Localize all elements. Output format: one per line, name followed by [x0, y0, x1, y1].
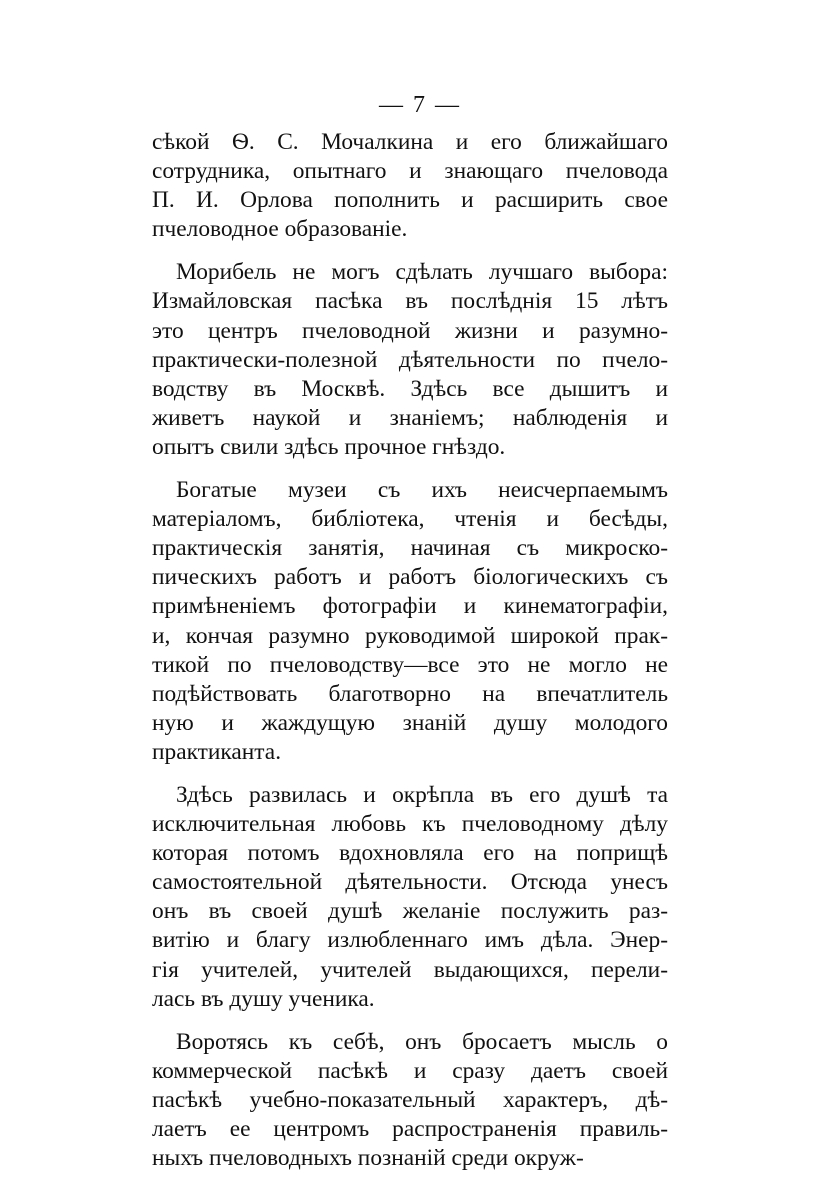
- text-line: это центръ пчеловодной жизни и разумно-: [152, 317, 668, 344]
- text-line: матеріаломъ, библіотека, чтенія и бесѣды,: [152, 506, 668, 533]
- text-line: Воротясь къ себѣ, онъ бросаетъ мысль о: [176, 1028, 668, 1055]
- text-line: практически-полезной дѣятельности по пчело-: [152, 346, 668, 373]
- paragraph: [152, 476, 668, 767]
- text-line: водству въ Москвѣ. Здѣсь все дышитъ и: [152, 375, 668, 402]
- text-line: примѣненіемъ фотографіи и кинематографіи,: [152, 593, 668, 620]
- text-line: практиканта.: [152, 738, 282, 765]
- text-line: Здѣсь развилась и окрѣпла въ его душѣ та: [176, 781, 668, 808]
- paragraph-gap: [152, 244, 668, 258]
- text-line: Богатые музеи съ ихъ неисчерпаемымъ: [176, 477, 668, 504]
- page-number: — 7 —: [379, 92, 461, 118]
- paragraph-gap: [152, 767, 668, 781]
- text-line: живетъ наукой и знаніемъ; наблюденія и: [152, 404, 668, 431]
- text-line: опытъ свили здѣсь прочное гнѣздо.: [152, 433, 506, 460]
- paragraph: [152, 128, 668, 244]
- text-line: витію и благу излюбленнаго имъ дѣла. Энер-: [152, 927, 668, 954]
- text-line: сѣкой Ѳ. С. Мочалкина и его ближайшаго: [152, 129, 668, 155]
- text-line: исключительная любовь къ пчеловодному дѣлу: [152, 811, 668, 838]
- body-text: [152, 128, 668, 1173]
- paragraph: [152, 1028, 668, 1173]
- text-line: лаетъ ее центромъ распространенія правиль-: [152, 1116, 668, 1142]
- text-line: пчеловодное образованіе.: [152, 216, 408, 243]
- text-line: коммерческой пасѣкѣ и сразу даетъ своей: [152, 1057, 668, 1084]
- paragraph: [152, 781, 668, 1014]
- paragraph-gap: [152, 1014, 668, 1028]
- paragraph-gap: [152, 462, 668, 476]
- text-line: сотрудника, опытнаго и знающаго пчеловода: [152, 158, 668, 185]
- text-line: Измайловская пасѣка въ послѣднія 15 лѣтъ: [152, 288, 668, 315]
- text-line: гія учителей, учителей выдающихся, перели-: [152, 956, 668, 983]
- text-line: подѣйствовать благотворно на впечатлитель: [152, 680, 668, 707]
- text-line: пасѣкѣ учебно-показательный характеръ, дѣ-: [152, 1086, 668, 1113]
- paragraph: [152, 258, 668, 462]
- text-line: П. И. Орлова пополнить и расширить свое: [152, 187, 668, 214]
- text-line: которая потомъ вдохновляла его на поприщѣ: [152, 840, 668, 867]
- text-line: лась въ душу ученика.: [152, 985, 375, 1012]
- text-line: ную и жаждущую знаній душу молодого: [152, 709, 668, 736]
- text-line: и, кончая разумно руководимой широкой прак-: [152, 622, 668, 649]
- text-line: самостоятельной дѣятельности. Отсюда унесъ: [152, 869, 668, 896]
- text-line: Морибель не могъ сдѣлать лучшаго выбора:: [176, 259, 668, 286]
- text-line: ныхъ пчеловодныхъ познаній среди окруж-: [152, 1145, 584, 1172]
- text-line: практическія занятія, начиная съ микроско-: [152, 535, 668, 562]
- text-line: онъ въ своей душѣ желаніе послужить раз-: [152, 898, 668, 925]
- text-line: пическихъ работъ и работъ біологическихъ съ: [152, 564, 668, 591]
- text-line: тикой по пчеловодству—все это не могло не: [152, 651, 668, 678]
